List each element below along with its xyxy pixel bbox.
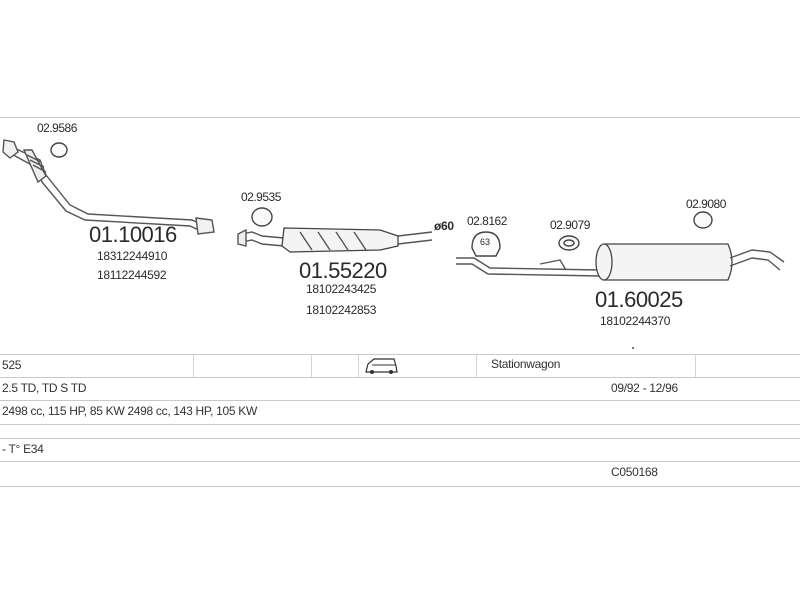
small-dot-mark <box>632 347 634 349</box>
part-code-01-55220: 01.55220 <box>299 258 387 283</box>
gasket-ring-value: 63 <box>480 237 491 247</box>
engine-cell: 2.5 TD, TD S TD <box>2 381 87 395</box>
gasket-02-9079-ring <box>559 236 579 250</box>
diameter-label: ø60 <box>434 219 454 233</box>
front-pipe-drawing <box>3 140 214 234</box>
gasket-02-9535-ring <box>252 208 272 226</box>
oem-number-2b: 18102242853 <box>306 303 377 317</box>
model-cell: 525 <box>2 358 22 372</box>
capacity-cell: 2498 cc, 115 HP, 85 KW 2498 cc, 143 HP, 105 KW <box>2 404 258 418</box>
part-code-01-60025: 01.60025 <box>595 287 683 312</box>
oem-number-1a: 18312244910 <box>97 249 168 263</box>
gasket-label-02-8162: 02.8162 <box>467 214 507 228</box>
gasket-02-9586-ring <box>51 143 67 157</box>
gasket-label-02-9535: 02.9535 <box>241 190 281 204</box>
rear-silencer-drawing <box>456 244 784 280</box>
part-code-01-10016: 01.10016 <box>89 222 177 247</box>
gasket-label-02-9079: 02.9079 <box>550 218 590 232</box>
middle-silencer-drawing <box>238 228 432 252</box>
years-cell: 09/92 - 12/96 <box>611 381 678 395</box>
body-type-cell: Stationwagon <box>491 357 561 371</box>
gasket-label-02-9080: 02.9080 <box>686 197 726 211</box>
oem-number-2a: 18102243425 <box>306 282 377 296</box>
gasket-02-9080-ring <box>694 212 712 228</box>
oem-number-5: 18102244370 <box>600 314 671 328</box>
gasket-label-02-9586: 02.9586 <box>37 121 77 135</box>
station-wagon-car-icon <box>366 359 397 374</box>
catalog-code-cell: C050168 <box>611 465 658 479</box>
oem-number-1b: 18112244592 <box>97 268 167 282</box>
chassis-cell: - T° E34 <box>2 442 44 456</box>
